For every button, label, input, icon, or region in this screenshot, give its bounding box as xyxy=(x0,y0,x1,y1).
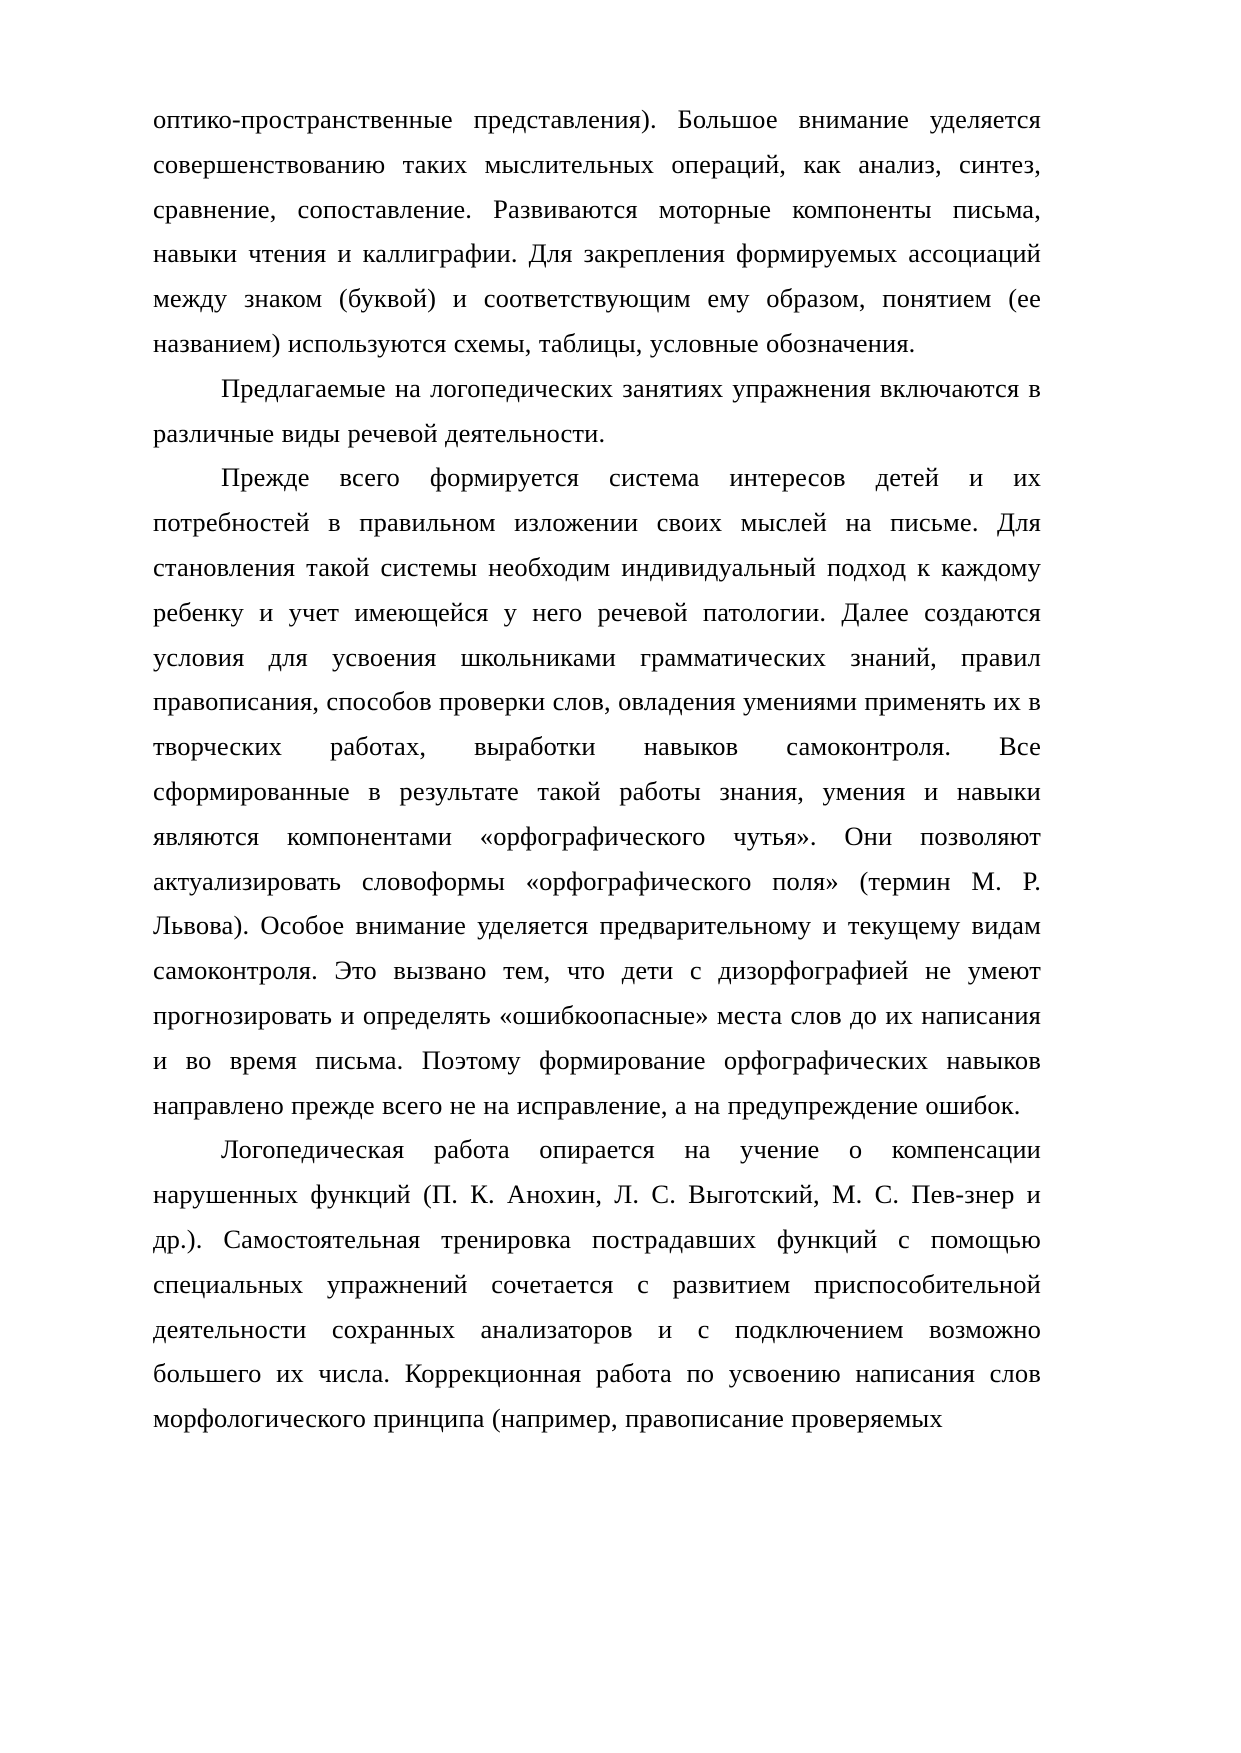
paragraph-4: Логопедическая работа опирается на учение о компенсации нарушенных функций (П. К. Анохин, Л. С. Выготский, М. С. Пев-знер и др.). Самостоятельная тренировка пострадавших функций с помощью специальных упражнений сочетается с развитием приспособительной деятельности сохранных анализаторов и с подключением возможно большего их числа. Коррекционная работа по усвоению написания слов морфологического принципа (например, правописание проверяемых xyxy=(153,1134,1041,1434)
paragraph-2: Предлагаемые на логопедических занятиях упражнения включаются в различные виды речевой деятельности. xyxy=(153,372,1041,448)
body-text-column xyxy=(153,97,1041,1441)
paragraph-1: оптико-пространственные представления). Большое внимание уделяется совершенствованию таких мыслительных операций, как анализ, синтез, сравнение, сопоставление. Развиваются моторные компоненты письма, навыки чтения и каллиграфии. Для закрепления формируемых ассоциаций между знаком (буквой) и соответствующим ему образом, понятием (ее названием) используются схемы, таблицы, условные обозначения. xyxy=(153,104,1041,358)
paragraph-3: Прежде всего формируется система интересов детей и их потребностей в правильном изложении своих мыслей на письме. Для становления такой системы необходим индивидуальный подход к каждому ребенку и учет имеющейся у него речевой патологии. Далее создаются условия для усвоения школьниками грамматических знаний, правил правописания, способов проверки слов, овладения умениями применять их в творческих работах, выработки навыков самоконтроля. Все сформированные в результате такой работы знания, умения и навыки являются компонентами «орфографического чутья». Они позволяют актуализировать словоформы «орфографического поля» (термин М. Р. Львова). Особое внимание уделяется предварительному и текущему видам самоконтроля. Это вызвано тем, что дети с дизорфографией не умеют прогнозировать и определять «ошибкоопасные» места слов до их написания и во время письма. Поэтому формирование орфографических навыков направлено прежде всего не на исправление, а на предупреждение ошибок. xyxy=(153,462,1041,1120)
